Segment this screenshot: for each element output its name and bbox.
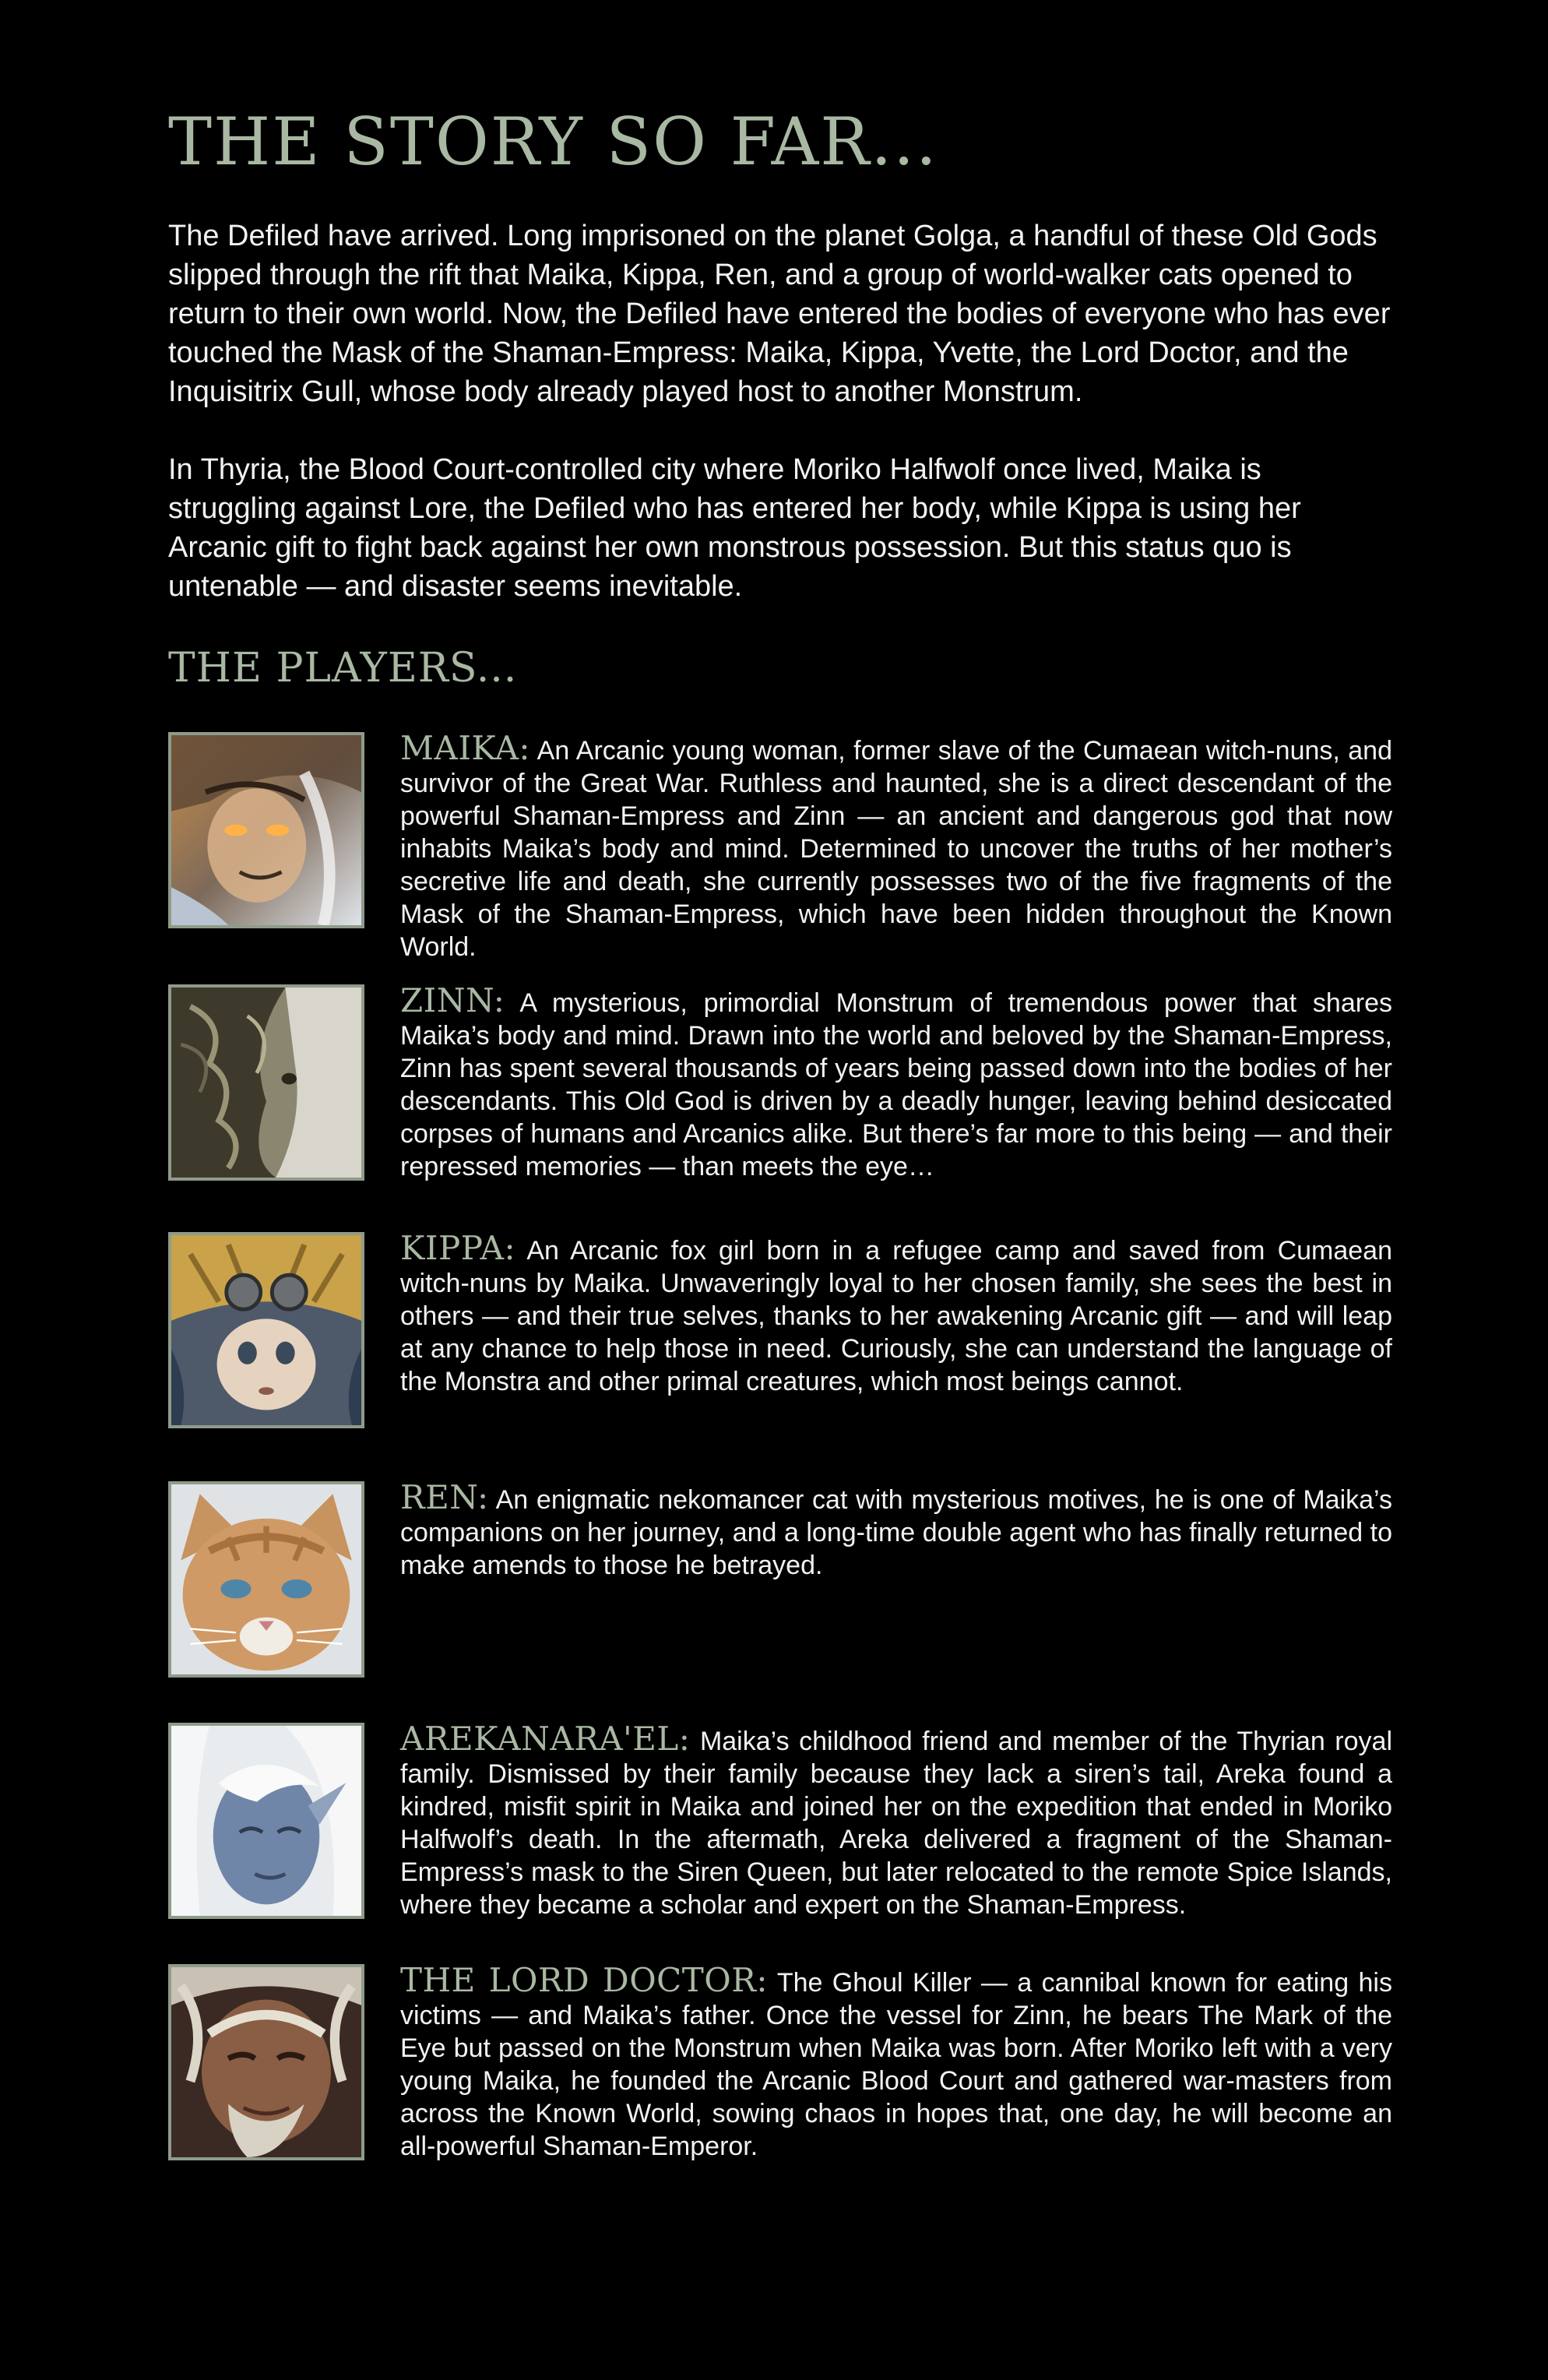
player-name: MAIKA:: [400, 729, 531, 767]
maika-portrait: [168, 732, 364, 928]
player-name: REN:: [400, 1478, 489, 1516]
kippa-portrait: [168, 1232, 364, 1428]
intro-paragraph: The Defiled have arrived. Long imprisoned on the planet Golga, a handful of these Old Gods slipped through the rift that Maika, Kippa, Ren, and a group of world-walker cats opened to return to their own world. Now, the Defiled have entered the bodies of everyone who has ever touched the Mask of the Shaman-Empress: Maika, Kippa, Yvette, the Lord Doctor, and the Inquisitrix Gull, whose body already played host to another Monstrum.: [168, 220, 1391, 408]
player-name: AREKANARA'EL:: [400, 1720, 691, 1758]
player-description: An Arcanic fox girl born in a refugee camp and saved from Cumaean witch-nuns by Maika. Unwaveringly loyal to her chosen family, she sees the best in others — and their true selves, thanks to her awakening Arcanic gift — and will leap at any chance to help those in need. Curiously, she can understand the language of the Monstra and other primal creatures, which most beings cannot.: [400, 1236, 1392, 1396]
player-name: ZINN:: [400, 981, 505, 1019]
kippa-bio: [400, 1229, 1392, 1398]
ren-portrait: [168, 1481, 364, 1678]
arekanarael-portrait: [168, 1723, 364, 1919]
arekanarael-bio: [400, 1720, 1392, 1921]
ren-bio: [400, 1478, 1392, 1582]
intro-paragraph: In Thyria, the Blood Court-controlled city where Moriko Halfwolf once lived, Maika is struggling against Lore, the Defiled who has entered her body, while Kippa is using her Arcanic gift to fight back against her own monstrous possession. But this status quo is untenable — and disaster seems inevitable.: [168, 453, 1301, 603]
player-name: THE LORD DOCTOR:: [400, 1961, 769, 1999]
players-heading: THE PLAYERS...: [168, 645, 518, 692]
zinn-bio: [400, 981, 1392, 1183]
lord-doctor-portrait: [168, 1964, 364, 2160]
player-description: An Arcanic young woman, former slave of the Cumaean witch-nuns, and survivor of the Great War. Ruthless and haunted, she is a direct descendant of the powerful Shaman-Empress and Zinn — an ancient and dangerous god that now inhabits Maika’s body and mind. Determined to uncover the truths of her mother’s secretive life and death, she currently possesses two of the five fragments of the Mask of the Shaman-Empress, which have been hidden throughout the Known World.: [400, 736, 1392, 962]
player-name: KIPPA:: [400, 1229, 516, 1267]
zinn-portrait: [168, 984, 364, 1181]
page-title: THE STORY SO FAR...: [168, 104, 938, 180]
player-description: A mysterious, primordial Monstrum of tremendous power that shares Maika’s body and mind. Drawn into the world and beloved by the Shaman-Empress, Zinn has spent several thousands of years being passed down into the bodies of her descendants. This Old God is driven by a deadly hunger, leaving behind desiccated corpses of humans and Arcanics alike. But there’s far more to this being — and their repressed memories — than meets the eye…: [400, 988, 1392, 1181]
lord-doctor-bio: [400, 1961, 1392, 2163]
intro-text: [168, 217, 1392, 645]
player-description: Maika’s childhood friend and member of the Thyrian royal family. Dismissed by their family because they lack a siren’s tail, Areka found a kindred, misfit spirit in Maika and joined her on the expedition that ended in Moriko Halfwolf’s death. In the aftermath, Areka delivered a fragment of the Shaman-Empress’s mask to the Siren Queen, but later relocated to the remote Spice Islands, where they became a scholar and expert on the Shaman-Empress.: [400, 1727, 1392, 1920]
player-description: The Ghoul Killer — a cannibal known for eating his victims — and Maika’s father. Once the vessel for Zinn, he bears The Mark of the Eye but passed on the Monstrum when Maika was born. After Moriko left with a very young Maika, he founded the Arcanic Blood Court and gathered war-masters from across the Known World, sowing chaos in hopes that, one day, he will become an all-powerful Shaman-Emperor.: [400, 1968, 1392, 2161]
maika-bio: [400, 729, 1392, 963]
player-description: An enigmatic nekomancer cat with mysterious motives, he is one of Maika’s companions on her journey, and a long-time double agent who has finally returned to make amends to those he betrayed.: [400, 1485, 1392, 1580]
